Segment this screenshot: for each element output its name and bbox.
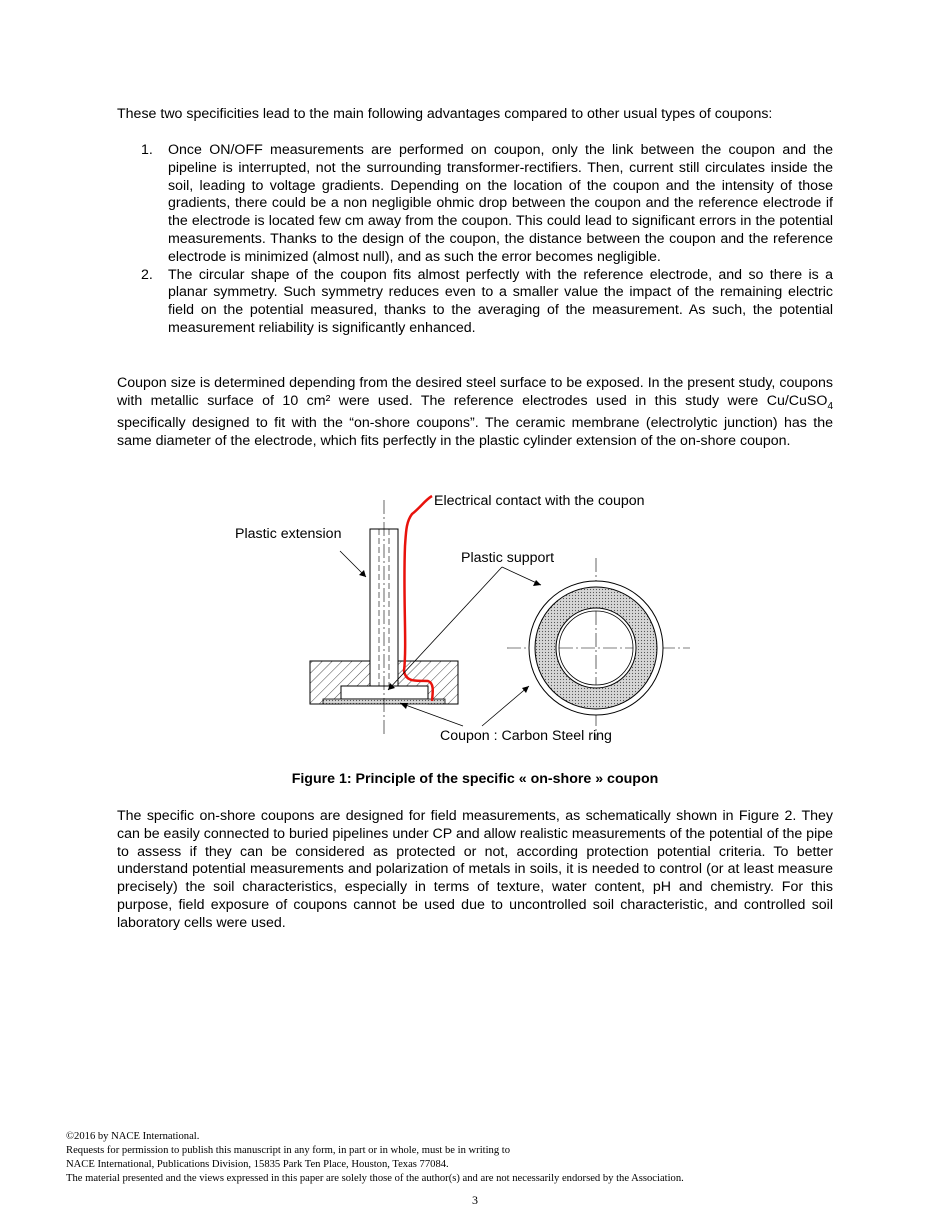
paragraph-text: specifically designed to fit with the “on-shore coupons”. The ceramic membrane (electrolytic junction) has the same diameter of the electrode, which fits perfectly in the plastic cylinder extension of the on-shore coupon. [117,415,833,450]
paragraph-text: Coupon size is determined depending from the desired steel surface to be exposed. In the present study, coupons with metallic surface of 10 cm² were used. The reference electrodes used in this study were Cu/CuSO [117,375,833,409]
subscript: 4 [827,400,833,412]
advantages-list [141,142,833,338]
label-coupon-ring: Coupon : Carbon Steel ring [440,728,612,744]
list-item-number: 2. [141,266,153,283]
coupon-size-paragraph [117,375,833,451]
footer-copyright: ©2016 by NACE International. [66,1131,200,1142]
label-electrical-contact: Electrical contact with the coupon [434,493,645,509]
intro-paragraph: These two specificities lead to the main following advantages compared to other usual types of coupons: [117,106,773,122]
footer-line: Requests for permission to publish this manuscript in any form, in part or in whole, must be in writing to [66,1145,511,1156]
list-item-text: Once ON/OFF measurements are performed on coupon, only the link between the coupon and the pipeline is interrupted, not the surrounding transformer-rectifiers. Then, current still circulates inside the soil, leading to voltage gradients. Depending on the location of the coupon and the intensity of those gradients, there could be a non negligible ohmic drop between the coupon and the reference electrode if the electrode is located few cm away from the coupon. This could lead to significant errors in the potential measurements. Thanks to the design of the coupon, the distance between the coupon and the reference electrode is minimized (almost null), and as such the error becomes negligible. [168,142,833,265]
leader-coupon-top [482,686,529,726]
label-plastic-support: Plastic support [461,550,555,566]
label-plastic-extension: Plastic extension [235,526,342,542]
field-measurements-paragraph: The specific on-shore coupons are designed for field measurements, as schematically shown in Figure 2. They can be easily connected to buried pipelines under CP and allow realistic measurements of the potential of the pipe to assess if they can be considered as protected or not, according protection potential criteria. To better understand potential measurements and polarization of metals in soils, it is needed to control (or at least measure precisely) the soil characteristics, especially in terms of texture, water content, pH and chemistry. For this purpose, field exposure of coupons cannot be used due to uncontrolled soil characteristic, and controlled soil laboratory cells were used. [117,808,833,931]
list-item [141,267,833,338]
leader-coupon-side [400,703,463,726]
page-number: 3 [472,1193,478,1207]
footer-line: The material presented and the views expressed in this paper are solely those of the author(s) and are not necessarily endorsed by the Association. [66,1173,684,1184]
list-item-number: 1. [141,142,153,158]
footer-line: NACE International, Publications Division, 15835 Park Ten Place, Houston, Texas 77084. [66,1159,449,1170]
figure-caption: Figure 1: Principle of the specific « on-shore » coupon [291,771,659,787]
list-item-text: The circular shape of the coupon fits almost perfectly with the reference electrode, and so there is a planar symmetry. Such symmetry reduces even to a smaller value the impact of the remaining electric field on the potential measured, thanks to the averaging of the measurement. As such, the potential measurement reliability is significantly enhanced. [168,266,833,336]
coupon-diagram [220,486,700,748]
footer [66,1130,886,1186]
list-item [141,142,833,267]
